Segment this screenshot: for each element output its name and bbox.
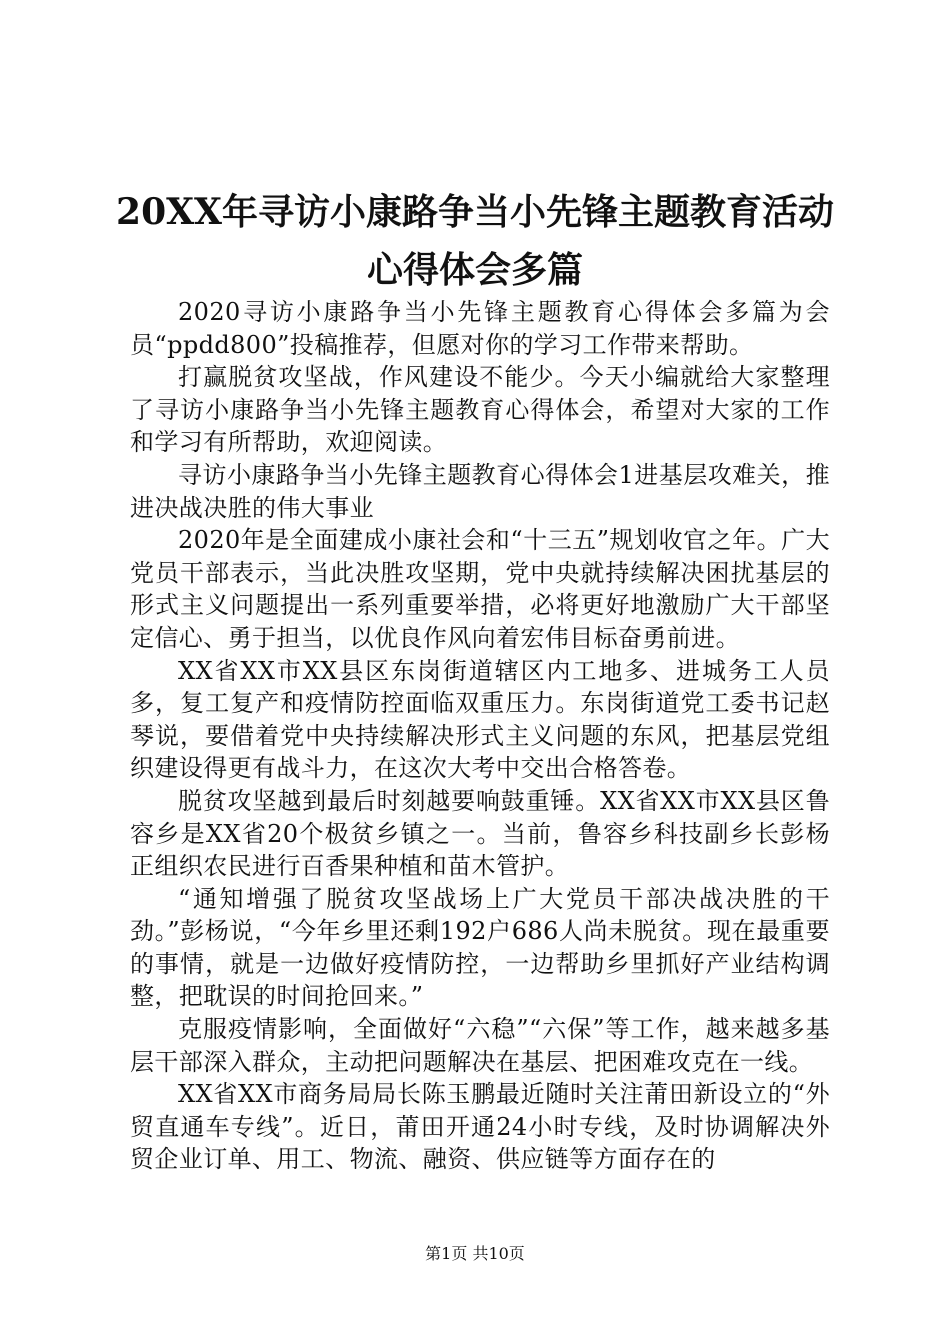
document-body — [130, 296, 830, 1176]
document-title-line-2: 心得体会多篇 — [366, 249, 583, 291]
paragraph: XX省XX市商务局局长陈玉鹏最近随时关注莆田新设立的“外贸直通车专线”。近日，莆田开通24小时专线，及时协调解决外贸企业订单、用工、物流、融资、供应链等方面存在的 — [130, 1080, 830, 1174]
page-footer: 第1页 共10页 — [425, 1244, 525, 1263]
paragraph: 克服疫情影响，全面做好“六稳”“六保”等工作，越来越多基层干部深入群众，主动把问题解决在基层、把困难攻克在一线。 — [130, 1015, 830, 1076]
paragraph: 打赢脱贫攻坚战，作风建设不能少。今天小编就给大家整理了寻访小康路争当小先锋主题教育心得体会，希望对大家的工作和学习有所帮助，欢迎阅读。 — [130, 363, 830, 457]
document-title-line-1: 20XX年寻访小康路争当小先锋主题教育活动 — [116, 191, 834, 233]
paragraph: “通知增强了脱贫攻坚战场上广大党员干部决战决胜的干劲。”彭杨说，“今年乡里还剩192户686人尚未脱贫。现在最重要的事情，就是一边做好疫情防控，一边帮助乡里抓好产业结构调整，把耽误的时间抢回来。” — [130, 884, 830, 1011]
paragraph: 寻访小康路争当小先锋主题教育心得体会1进基层攻难关，推进决战决胜的伟大事业 — [130, 460, 830, 522]
paragraph: 2020寻访小康路争当小先锋主题教育心得体会多篇为会员“ppdd800”投稿推荐，但愿对你的学习工作带来帮助。 — [130, 298, 830, 359]
paragraph: 脱贫攻坚越到最后时刻越要响鼓重锤。XX省XX市XX县区鲁容乡是XX省20个极贫乡镇之一。当前，鲁容乡科技副乡长彭杨正组织农民进行百香果种植和苗木管护。 — [130, 786, 830, 881]
paragraph: 2020年是全面建成小康社会和“十三五”规划收官之年。广大党员干部表示，当此决胜攻坚期，党中央就持续解决困扰基层的形式主义问题提出一系列重要举措，必将更好地激励广大干部坚定信心、勇于担当，以优良作风向着宏伟目标奋勇前进。 — [130, 526, 830, 652]
paragraph: XX省XX市XX县区东岗街道辖区内工地多、进城务工人员多，复工复产和疫情防控面临双重压力。东岗街道党工委书记赵琴说，要借着党中央持续解决形式主义问题的东风，把基层党组织建设得更有战斗力，在这次大考中交出合格答卷。 — [130, 656, 830, 783]
